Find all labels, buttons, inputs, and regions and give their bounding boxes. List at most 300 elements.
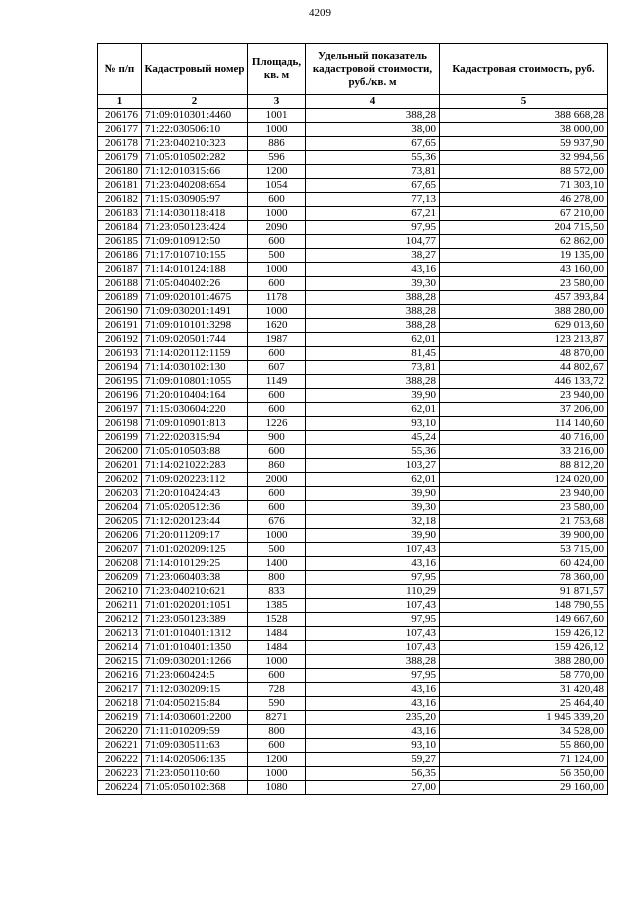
cadastral-number-cell: 71:12:020123:44 [142, 515, 248, 529]
row-number-cell: 206215 [98, 655, 142, 669]
cadastral-number-cell: 71:23:040210:621 [142, 585, 248, 599]
area-cell: 600 [248, 739, 306, 753]
cadastral-number-cell: 71:11:010209:59 [142, 725, 248, 739]
page-number: 4209 [309, 7, 331, 19]
specific-value-cell: 43,16 [306, 263, 440, 277]
specific-value-cell: 43,16 [306, 557, 440, 571]
cadastral-value-cell: 21 753,68 [440, 515, 608, 529]
specific-value-cell: 39,30 [306, 501, 440, 515]
specific-value-cell: 62,01 [306, 473, 440, 487]
cadastral-number-cell: 71:15:030905:97 [142, 193, 248, 207]
table-row [98, 655, 608, 669]
area-cell: 860 [248, 459, 306, 473]
specific-value-cell: 32,18 [306, 515, 440, 529]
cadastral-number-cell: 71:09:030201:1491 [142, 305, 248, 319]
area-cell: 1000 [248, 767, 306, 781]
area-cell: 1620 [248, 319, 306, 333]
area-cell: 728 [248, 683, 306, 697]
row-number-cell: 206191 [98, 319, 142, 333]
area-cell: 1484 [248, 641, 306, 655]
specific-value-cell: 97,95 [306, 221, 440, 235]
table-row [98, 767, 608, 781]
row-number-cell: 206218 [98, 697, 142, 711]
cadastral-value-cell: 19 135,00 [440, 249, 608, 263]
area-cell: 1000 [248, 305, 306, 319]
row-number-cell: 206220 [98, 725, 142, 739]
row-number-cell: 206223 [98, 767, 142, 781]
cadastral-value-cell: 67 210,00 [440, 207, 608, 221]
specific-value-cell: 107,43 [306, 599, 440, 613]
row-number-cell: 206195 [98, 375, 142, 389]
table-row [98, 613, 608, 627]
specific-value-cell: 235,20 [306, 711, 440, 725]
cadastral-value-cell: 56 350,00 [440, 767, 608, 781]
specific-value-cell: 97,95 [306, 571, 440, 585]
table-row [98, 333, 608, 347]
cadastral-number-cell: 71:12:010315:66 [142, 165, 248, 179]
cadastral-number-cell: 71:01:020201:1051 [142, 599, 248, 613]
cadastral-number-cell: 71:14:030601:2200 [142, 711, 248, 725]
row-number-cell: 206217 [98, 683, 142, 697]
table-row [98, 557, 608, 571]
specific-value-cell: 43,16 [306, 697, 440, 711]
cadastral-value-cell: 53 715,00 [440, 543, 608, 557]
row-number-cell: 206224 [98, 781, 142, 795]
specific-value-cell: 59,27 [306, 753, 440, 767]
cadastral-value-cell: 58 770,00 [440, 669, 608, 683]
table-row [98, 711, 608, 725]
row-number-cell: 206189 [98, 291, 142, 305]
cadastral-number-cell: 71:23:040210:323 [142, 137, 248, 151]
specific-value-cell: 93,10 [306, 739, 440, 753]
row-number-cell: 206201 [98, 459, 142, 473]
cadastral-value-table [97, 43, 608, 795]
cadastral-number-cell: 71:14:020506:135 [142, 753, 248, 767]
cadastral-number-cell: 71:14:010124:188 [142, 263, 248, 277]
specific-value-cell: 93,10 [306, 417, 440, 431]
specific-value-cell: 39,90 [306, 529, 440, 543]
cadastral-number-cell: 71:15:030604:220 [142, 403, 248, 417]
area-cell: 600 [248, 669, 306, 683]
header-area: Площадь, кв. м [248, 44, 306, 95]
table-row [98, 319, 608, 333]
table-row [98, 445, 608, 459]
header-row [98, 44, 608, 95]
cadastral-number-cell: 71:23:060403:38 [142, 571, 248, 585]
header-row-number: № п/п [98, 44, 142, 95]
row-number-cell: 206202 [98, 473, 142, 487]
header-cadastral-number: Кадастровый номер [142, 44, 248, 95]
row-number-cell: 206206 [98, 529, 142, 543]
specific-value-cell: 67,21 [306, 207, 440, 221]
specific-value-cell: 107,43 [306, 627, 440, 641]
area-cell: 1000 [248, 207, 306, 221]
cadastral-value-cell: 204 715,50 [440, 221, 608, 235]
row-number-cell: 206197 [98, 403, 142, 417]
row-number-cell: 206213 [98, 627, 142, 641]
row-number-cell: 206181 [98, 179, 142, 193]
table-body [98, 109, 608, 795]
cadastral-value-cell: 40 716,00 [440, 431, 608, 445]
cadastral-value-cell: 149 667,60 [440, 613, 608, 627]
row-number-cell: 206200 [98, 445, 142, 459]
row-number-cell: 206187 [98, 263, 142, 277]
cadastral-number-cell: 71:12:030209:15 [142, 683, 248, 697]
specific-value-cell: 39,90 [306, 487, 440, 501]
area-cell: 800 [248, 571, 306, 585]
area-cell: 1001 [248, 109, 306, 123]
row-number-cell: 206208 [98, 557, 142, 571]
area-cell: 600 [248, 389, 306, 403]
cadastral-value-cell: 39 900,00 [440, 529, 608, 543]
row-number-cell: 206210 [98, 585, 142, 599]
cadastral-number-cell: 71:05:050102:368 [142, 781, 248, 795]
cadastral-value-cell: 388 668,28 [440, 109, 608, 123]
cadastral-number-cell: 71:23:040208:654 [142, 179, 248, 193]
table-row [98, 347, 608, 361]
table-row [98, 529, 608, 543]
area-cell: 600 [248, 235, 306, 249]
table-row [98, 137, 608, 151]
specific-value-cell: 107,43 [306, 641, 440, 655]
cadastral-value-cell: 446 133,72 [440, 375, 608, 389]
row-number-cell: 206204 [98, 501, 142, 515]
header-cadastral-value: Кадастровая стоимость, руб. [440, 44, 608, 95]
area-cell: 1000 [248, 123, 306, 137]
specific-value-cell: 43,16 [306, 725, 440, 739]
row-number-cell: 206211 [98, 599, 142, 613]
row-number-cell: 206186 [98, 249, 142, 263]
area-cell: 500 [248, 543, 306, 557]
cadastral-number-cell: 71:14:021022:283 [142, 459, 248, 473]
table-row [98, 501, 608, 515]
specific-value-cell: 110,29 [306, 585, 440, 599]
area-cell: 600 [248, 445, 306, 459]
row-number-cell: 206221 [98, 739, 142, 753]
specific-value-cell: 388,28 [306, 375, 440, 389]
area-cell: 800 [248, 725, 306, 739]
specific-value-cell: 388,28 [306, 291, 440, 305]
cadastral-number-cell: 71:09:020101:4675 [142, 291, 248, 305]
area-cell: 833 [248, 585, 306, 599]
specific-value-cell: 73,81 [306, 361, 440, 375]
cadastral-value-cell: 457 393,84 [440, 291, 608, 305]
specific-value-cell: 38,00 [306, 123, 440, 137]
cadastral-value-cell: 88 812,20 [440, 459, 608, 473]
table-row [98, 151, 608, 165]
cadastral-number-cell: 71:09:010912:50 [142, 235, 248, 249]
row-number-cell: 206222 [98, 753, 142, 767]
row-number-cell: 206198 [98, 417, 142, 431]
cadastral-value-cell: 44 802,67 [440, 361, 608, 375]
cadastral-value-cell: 23 940,00 [440, 389, 608, 403]
area-cell: 8271 [248, 711, 306, 725]
cadastral-number-cell: 71:09:010101:3298 [142, 319, 248, 333]
specific-value-cell: 388,28 [306, 655, 440, 669]
table-row [98, 683, 608, 697]
area-cell: 886 [248, 137, 306, 151]
cadastral-value-cell: 388 280,00 [440, 305, 608, 319]
row-number-cell: 206176 [98, 109, 142, 123]
cadastral-number-cell: 71:20:010404:164 [142, 389, 248, 403]
area-cell: 1080 [248, 781, 306, 795]
specific-value-cell: 388,28 [306, 305, 440, 319]
column-number: 1 [98, 95, 142, 109]
table-row [98, 781, 608, 795]
table-row [98, 109, 608, 123]
table-row [98, 515, 608, 529]
table-row [98, 249, 608, 263]
area-cell: 600 [248, 501, 306, 515]
specific-value-cell: 56,35 [306, 767, 440, 781]
area-cell: 600 [248, 193, 306, 207]
specific-value-cell: 81,45 [306, 347, 440, 361]
specific-value-cell: 27,00 [306, 781, 440, 795]
specific-value-cell: 67,65 [306, 179, 440, 193]
table-row [98, 585, 608, 599]
row-number-cell: 206209 [98, 571, 142, 585]
cadastral-value-cell: 88 572,00 [440, 165, 608, 179]
cadastral-value-cell: 78 360,00 [440, 571, 608, 585]
cadastral-value-cell: 71 124,00 [440, 753, 608, 767]
table-row [98, 389, 608, 403]
row-number-cell: 206183 [98, 207, 142, 221]
row-number-cell: 206203 [98, 487, 142, 501]
cadastral-number-cell: 71:23:050110:60 [142, 767, 248, 781]
table-row [98, 193, 608, 207]
table-row [98, 473, 608, 487]
cadastral-value-cell: 48 870,00 [440, 347, 608, 361]
area-cell: 1987 [248, 333, 306, 347]
cadastral-value-cell: 43 160,00 [440, 263, 608, 277]
table-row [98, 753, 608, 767]
area-cell: 1484 [248, 627, 306, 641]
row-number-cell: 206192 [98, 333, 142, 347]
row-number-cell: 206188 [98, 277, 142, 291]
area-cell: 1385 [248, 599, 306, 613]
table-row [98, 739, 608, 753]
area-cell: 1000 [248, 263, 306, 277]
cadastral-value-cell: 629 013,60 [440, 319, 608, 333]
area-cell: 1400 [248, 557, 306, 571]
area-cell: 900 [248, 431, 306, 445]
table-row [98, 543, 608, 557]
cadastral-number-cell: 71:05:040402:26 [142, 277, 248, 291]
table-row [98, 235, 608, 249]
specific-value-cell: 107,43 [306, 543, 440, 557]
header-specific-value: Удельный показатель кадастровой стоимости, руб./кв. м [306, 44, 440, 95]
area-cell: 600 [248, 403, 306, 417]
row-number-cell: 206178 [98, 137, 142, 151]
cadastral-value-cell: 1 945 339,20 [440, 711, 608, 725]
area-cell: 607 [248, 361, 306, 375]
cadastral-number-cell: 71:01:010401:1350 [142, 641, 248, 655]
area-cell: 1200 [248, 165, 306, 179]
row-number-cell: 206199 [98, 431, 142, 445]
table-row [98, 571, 608, 585]
table-row [98, 221, 608, 235]
specific-value-cell: 45,24 [306, 431, 440, 445]
row-number-cell: 206190 [98, 305, 142, 319]
row-number-cell: 206184 [98, 221, 142, 235]
row-number-cell: 206214 [98, 641, 142, 655]
row-number-cell: 206207 [98, 543, 142, 557]
specific-value-cell: 103,27 [306, 459, 440, 473]
table-row [98, 459, 608, 473]
table-row [98, 599, 608, 613]
cadastral-number-cell: 71:23:050123:424 [142, 221, 248, 235]
cadastral-number-cell: 71:22:020315:94 [142, 431, 248, 445]
cadastral-value-cell: 159 426,12 [440, 641, 608, 655]
cadastral-value-cell: 59 937,90 [440, 137, 608, 151]
column-number: 5 [440, 95, 608, 109]
cadastral-number-cell: 71:17:010710:155 [142, 249, 248, 263]
table-row [98, 725, 608, 739]
area-cell: 1528 [248, 613, 306, 627]
area-cell: 500 [248, 249, 306, 263]
cadastral-number-cell: 71:23:050123:389 [142, 613, 248, 627]
cadastral-value-cell: 159 426,12 [440, 627, 608, 641]
cadastral-number-cell: 71:09:010901:813 [142, 417, 248, 431]
cadastral-value-cell: 114 140,60 [440, 417, 608, 431]
column-number: 2 [142, 95, 248, 109]
row-number-cell: 206216 [98, 669, 142, 683]
cadastral-number-cell: 71:05:010502:282 [142, 151, 248, 165]
table-row [98, 277, 608, 291]
table-row [98, 403, 608, 417]
cadastral-value-cell: 55 860,00 [440, 739, 608, 753]
table-row [98, 361, 608, 375]
cadastral-value-cell: 32 994,56 [440, 151, 608, 165]
specific-value-cell: 97,95 [306, 669, 440, 683]
row-number-cell: 206219 [98, 711, 142, 725]
cadastral-number-cell: 71:09:030201:1266 [142, 655, 248, 669]
cadastral-value-cell: 25 464,40 [440, 697, 608, 711]
cadastral-number-cell: 71:20:011209:17 [142, 529, 248, 543]
specific-value-cell: 77,13 [306, 193, 440, 207]
cadastral-number-cell: 71:09:030511:63 [142, 739, 248, 753]
table-row [98, 123, 608, 137]
specific-value-cell: 38,27 [306, 249, 440, 263]
row-number-cell: 206194 [98, 361, 142, 375]
row-number-cell: 206179 [98, 151, 142, 165]
area-cell: 1149 [248, 375, 306, 389]
cadastral-number-cell: 71:14:010129:25 [142, 557, 248, 571]
table-row [98, 375, 608, 389]
table-row [98, 697, 608, 711]
specific-value-cell: 104,77 [306, 235, 440, 249]
row-number-cell: 206182 [98, 193, 142, 207]
column-number-row [98, 95, 608, 109]
area-cell: 596 [248, 151, 306, 165]
area-cell: 600 [248, 487, 306, 501]
cadastral-number-cell: 71:01:020209:125 [142, 543, 248, 557]
cadastral-value-cell: 37 206,00 [440, 403, 608, 417]
row-number-cell: 206196 [98, 389, 142, 403]
specific-value-cell: 67,65 [306, 137, 440, 151]
row-number-cell: 206180 [98, 165, 142, 179]
table-row [98, 207, 608, 221]
specific-value-cell: 39,30 [306, 277, 440, 291]
specific-value-cell: 73,81 [306, 165, 440, 179]
cadastral-number-cell: 71:04:050215:84 [142, 697, 248, 711]
table-row [98, 417, 608, 431]
column-number: 3 [248, 95, 306, 109]
cadastral-value-cell: 148 790,55 [440, 599, 608, 613]
cadastral-number-cell: 71:22:030506:10 [142, 123, 248, 137]
specific-value-cell: 55,36 [306, 151, 440, 165]
area-cell: 590 [248, 697, 306, 711]
cadastral-value-cell: 46 278,00 [440, 193, 608, 207]
specific-value-cell: 97,95 [306, 613, 440, 627]
cadastral-number-cell: 71:14:030102:130 [142, 361, 248, 375]
area-cell: 1178 [248, 291, 306, 305]
area-cell: 2000 [248, 473, 306, 487]
cadastral-value-cell: 29 160,00 [440, 781, 608, 795]
row-number-cell: 206193 [98, 347, 142, 361]
cadastral-value-cell: 23 580,00 [440, 277, 608, 291]
cadastral-value-cell: 388 280,00 [440, 655, 608, 669]
cadastral-value-cell: 31 420,48 [440, 683, 608, 697]
table-row [98, 487, 608, 501]
cadastral-number-cell: 71:01:010401:1312 [142, 627, 248, 641]
cadastral-number-cell: 71:09:010801:1055 [142, 375, 248, 389]
cadastral-value-cell: 124 020,00 [440, 473, 608, 487]
cadastral-value-cell: 34 528,00 [440, 725, 608, 739]
table-row [98, 291, 608, 305]
table-row [98, 641, 608, 655]
area-cell: 600 [248, 277, 306, 291]
cadastral-value-cell: 60 424,00 [440, 557, 608, 571]
table-row [98, 627, 608, 641]
row-number-cell: 206205 [98, 515, 142, 529]
cadastral-number-cell: 71:23:060424:5 [142, 669, 248, 683]
specific-value-cell: 62,01 [306, 333, 440, 347]
column-number: 4 [306, 95, 440, 109]
area-cell: 1000 [248, 529, 306, 543]
cadastral-value-cell: 38 000,00 [440, 123, 608, 137]
cadastral-value-cell: 23 940,00 [440, 487, 608, 501]
specific-value-cell: 62,01 [306, 403, 440, 417]
area-cell: 2090 [248, 221, 306, 235]
table-row [98, 179, 608, 193]
area-cell: 1226 [248, 417, 306, 431]
cadastral-number-cell: 71:20:010424:43 [142, 487, 248, 501]
cadastral-number-cell: 71:14:020112:1159 [142, 347, 248, 361]
row-number-cell: 206212 [98, 613, 142, 627]
area-cell: 1200 [248, 753, 306, 767]
table-row [98, 669, 608, 683]
table-row [98, 165, 608, 179]
specific-value-cell: 388,28 [306, 109, 440, 123]
table-row [98, 263, 608, 277]
area-cell: 676 [248, 515, 306, 529]
cadastral-number-cell: 71:14:030118:418 [142, 207, 248, 221]
cadastral-number-cell: 71:05:010503:88 [142, 445, 248, 459]
cadastral-value-cell: 62 862,00 [440, 235, 608, 249]
area-cell: 1054 [248, 179, 306, 193]
specific-value-cell: 55,36 [306, 445, 440, 459]
specific-value-cell: 43,16 [306, 683, 440, 697]
table-row [98, 305, 608, 319]
cadastral-number-cell: 71:09:020223:112 [142, 473, 248, 487]
cadastral-number-cell: 71:05:020512:36 [142, 501, 248, 515]
table-row [98, 431, 608, 445]
cadastral-number-cell: 71:09:020501:744 [142, 333, 248, 347]
cadastral-number-cell: 71:09:010301:4460 [142, 109, 248, 123]
row-number-cell: 206177 [98, 123, 142, 137]
cadastral-value-cell: 123 213,87 [440, 333, 608, 347]
